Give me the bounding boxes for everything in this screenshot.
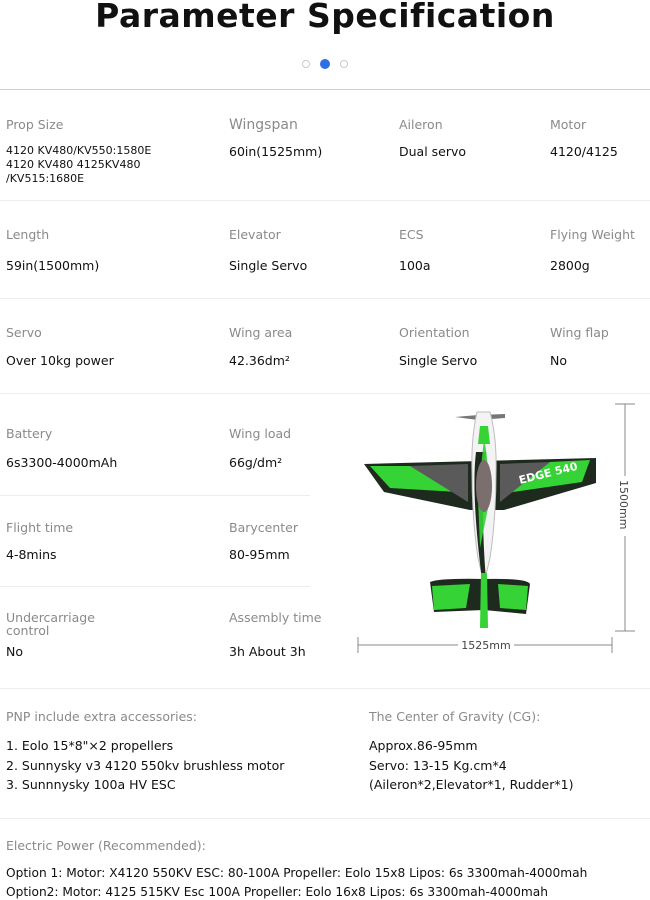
pnp-item: 2. Sunnysky v3 4120 550kv brushless motor [6, 758, 285, 773]
wing-area-label: Wing area [229, 325, 293, 340]
row-divider [0, 818, 650, 819]
power-option-2: Option2: Motor: 4125 515KV Esc 100A Propeller: Eolo 16x8 Lipos: 6s 3300mah-4000mah [6, 885, 548, 899]
prop-size-value: 4120 KV480/KV550:1580E 4120 KV480 4125KV480 /KV515:1680E [6, 144, 152, 185]
undercarriage-value: No [6, 644, 23, 659]
length-label: Length [6, 227, 50, 242]
row-divider [0, 688, 650, 689]
barycenter-value: 80-95mm [229, 547, 290, 562]
wingspan-label: Wingspan [229, 117, 298, 133]
length-value: 59in(1500mm) [6, 258, 100, 273]
airplane-diagram [350, 398, 650, 663]
span-dimension-label: 1525mm [461, 639, 511, 652]
wing-flap-label: Wing flap [550, 325, 609, 340]
motor-label: Motor [550, 117, 587, 132]
wing-area-value: 42.36dm² [229, 353, 290, 368]
ecs-value: 100a [399, 258, 431, 273]
flying-weight-value: 2800g [550, 258, 590, 273]
row-divider [0, 298, 650, 299]
wing-load-label: Wing load [229, 426, 292, 441]
battery-value: 6s3300-4000mAh [6, 455, 118, 470]
power-title: Electric Power (Recommended): [6, 838, 206, 853]
pnp-title: PNP include extra accessories: [6, 709, 197, 724]
header-divider [0, 89, 650, 90]
orientation-label: Orientation [399, 325, 470, 340]
aileron-label: Aileron [399, 117, 443, 132]
flight-time-value: 4-8mins [6, 547, 57, 562]
wing-load-value: 66g/dm² [229, 455, 283, 470]
pnp-item: 3. Sunnnysky 100a HV ESC [6, 777, 176, 792]
aileron-value: Dual servo [399, 144, 467, 159]
ecs-label: ECS [399, 227, 424, 242]
page-title: Parameter Specification [95, 0, 555, 35]
row-divider [0, 393, 650, 394]
cg-line: Servo: 13-15 Kg.cm*4 [369, 758, 507, 773]
cg-line: (Aileron*2,Elevator*1, Rudder*1) [369, 777, 574, 792]
pnp-item: 1. Eolo 15*8"×2 propellers [6, 738, 174, 753]
power-option-1: Option 1: Motor: X4120 550KV ESC: 80-100A Propeller: Eolo 15x8 Lipos: 6s 3300mah-4000mah [6, 866, 588, 880]
elevator-label: Elevator [229, 227, 281, 242]
elevator-value: Single Servo [229, 258, 308, 273]
undercarriage-label: Undercarriage control [6, 610, 95, 638]
cg-title: The Center of Gravity (CG): [369, 709, 541, 724]
carousel-pager [0, 53, 650, 72]
motor-value: 4120/4125 [550, 144, 618, 159]
prop-size-label: Prop Size [6, 117, 64, 132]
wing-flap-value: No [550, 353, 567, 368]
assembly-time-value: 3h About 3h [229, 644, 306, 659]
orientation-value: Single Servo [399, 353, 478, 368]
cg-line: Approx.86-95mm [369, 738, 478, 753]
servo-label: Servo [6, 325, 42, 340]
wingspan-value: 60in(1525mm) [229, 144, 323, 159]
row-divider [0, 200, 650, 201]
flight-time-label: Flight time [6, 520, 74, 535]
pager-dot-3[interactable] [340, 60, 348, 68]
pager-dot-1[interactable] [302, 60, 310, 68]
assembly-time-label: Assembly time [229, 610, 322, 625]
wing-decal: EDGE 540 [517, 459, 579, 487]
length-dimension-label: 1500mm [617, 480, 630, 530]
row-divider [0, 586, 310, 587]
barycenter-label: Barycenter [229, 520, 298, 535]
battery-label: Battery [6, 426, 53, 441]
flying-weight-label: Flying Weight [550, 227, 635, 242]
servo-value: Over 10kg power [6, 353, 114, 368]
pager-dot-2[interactable] [320, 59, 330, 69]
row-divider [0, 495, 310, 496]
